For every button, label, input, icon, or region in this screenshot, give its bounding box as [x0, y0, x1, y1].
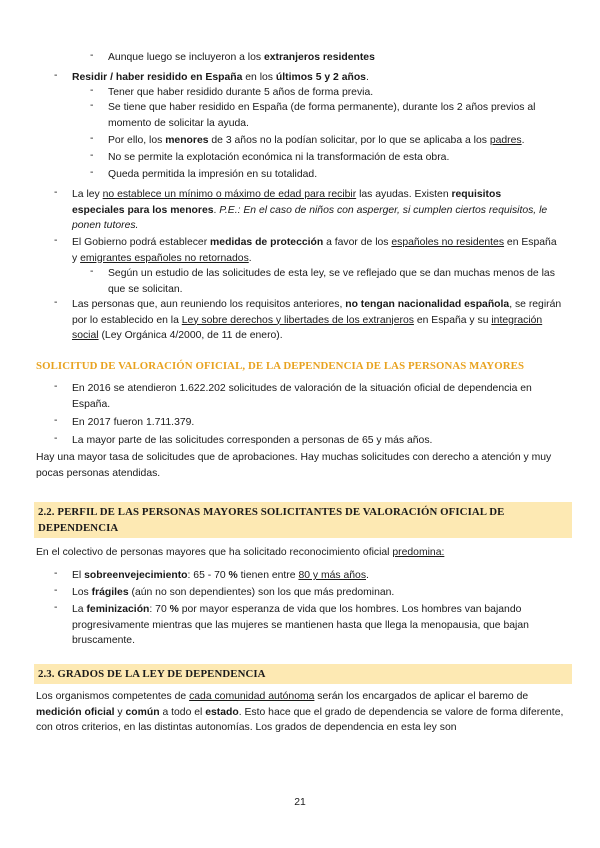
dash-marker: -: [54, 602, 58, 613]
bullet-mayor-parte: La mayor parte de las solicitudes corresponden a personas de 65 y más años.: [72, 435, 433, 446]
bullet-fragiles: Los frágiles (aún no son dependientes) son los que más predominan.: [72, 587, 395, 598]
dash-marker: -: [90, 50, 94, 61]
section-heading-perfil: 2.2. PERFIL DE LAS PERSONAS MAYORES SOLICITANTES DE VALORACIÓN OFICIAL DE DEPENDENCIA: [34, 502, 572, 538]
sub-bullet: Tener que haber residido durante 5 años de forma previa.: [108, 87, 374, 98]
bullet-sobreenvejecimiento: El sobreenvejecimiento: 65 - 70 % tienen entre 80 y más años.: [72, 570, 369, 581]
dash-marker: -: [90, 167, 94, 178]
dash-marker: -: [90, 100, 94, 111]
dash-marker: -: [54, 187, 58, 198]
dash-marker: -: [54, 415, 58, 426]
dash-marker: -: [54, 235, 58, 246]
dash-marker: -: [54, 381, 58, 392]
bullet-residir: Residir / haber residido en España en los últimos 5 y 2 años.: [72, 72, 369, 83]
bullet-gobierno: El Gobierno podrá establecer medidas de protección a favor de los españoles no residentes en España y emigrantes españoles no retornados.: [72, 237, 557, 264]
page-number: 21: [294, 797, 306, 808]
sub-bullet-menores: Por ello, los menores de 3 años no la podían solicitar, por lo que se aplicaba a los padres.: [108, 135, 525, 146]
dash-marker: -: [90, 266, 94, 277]
paragraph-colectivo: En el colectivo de personas mayores que ha solicitado reconocimiento oficial predomina:: [36, 547, 445, 558]
dash-marker: -: [54, 433, 58, 444]
section-heading-solicitud: SOLICITUD DE VALORACIÓN OFICIAL, DE LA DEPENDENCIA DE LAS PERSONAS MAYORES: [36, 360, 525, 372]
bullet-2016: En 2016 se atendieron 1.622.202 solicitudes de valoración de la situación oficial de dependencia en España.: [72, 383, 532, 410]
bullet-feminizacion: La feminización: 70 % por mayor esperanza de vida que los hombres. Los hombres van bajando progresivamente mientras que las mujeres se mantienen hasta que llega la menopausia, que bajan bruscamente.: [72, 604, 529, 646]
paragraph-organismos: Los organismos competentes de cada comunidad autónoma serán los encargados de aplicar el baremo de medición oficial y común a todo el estado. Esto hace que el grado de dependencia se valore de forma diferente, con otros criterios, en las distintas autonomías. Los grados de dependencia en esta ley son: [36, 691, 564, 733]
bullet-extranjeros: Aunque luego se incluyeron a los extranjeros residentes: [108, 52, 375, 63]
dash-marker: -: [54, 568, 58, 579]
dash-marker: -: [54, 585, 58, 596]
sub-bullet: No se permite la explotación económica ni la transformación de esta obra.: [108, 152, 450, 163]
sub-bullet: Queda permitida la impresión en su totalidad.: [108, 169, 318, 180]
dash-marker: -: [54, 70, 58, 81]
bullet-nacionalidad: Las personas que, aun reuniendo los requisitos anteriores, no tengan nacionalidad española, se regirán por lo establecido en la Ley sobre derechos y libertades de los extranjeros en España y su integración social (Ley Orgánica 4/2000, de 11 de enero).: [72, 299, 562, 341]
paragraph-tasa: Hay una mayor tasa de solicitudes que de aprobaciones. Hay muchas solicitudes con derecho a atención y muy pocas personas atendidas.: [36, 452, 552, 479]
bullet-ley-edad: La ley no establece un mínimo o máximo de edad para recibir las ayudas. Existen requisitos especiales para los menores. P.E.: En el caso de niños con asperger, si cumplen ciertos requisitos, le ponen tutores.: [72, 189, 548, 231]
dash-marker: -: [90, 133, 94, 144]
sub-bullet: Se tiene que haber residido en España (de forma permanente), durante los 2 años previos al momento de solicitar la ayuda.: [108, 102, 536, 129]
sub-bullet-estudio: Según un estudio de las solicitudes de esta ley, se ve reflejado que se dan muchas menos de las que se solicitan.: [108, 268, 555, 295]
section-heading-grados: 2.3. GRADOS DE LA LEY DE DEPENDENCIA: [34, 664, 572, 684]
dash-marker: -: [54, 297, 58, 308]
dash-marker: -: [90, 150, 94, 161]
dash-marker: -: [90, 85, 94, 96]
bullet-2017: En 2017 fueron 1.711.379.: [72, 417, 195, 428]
